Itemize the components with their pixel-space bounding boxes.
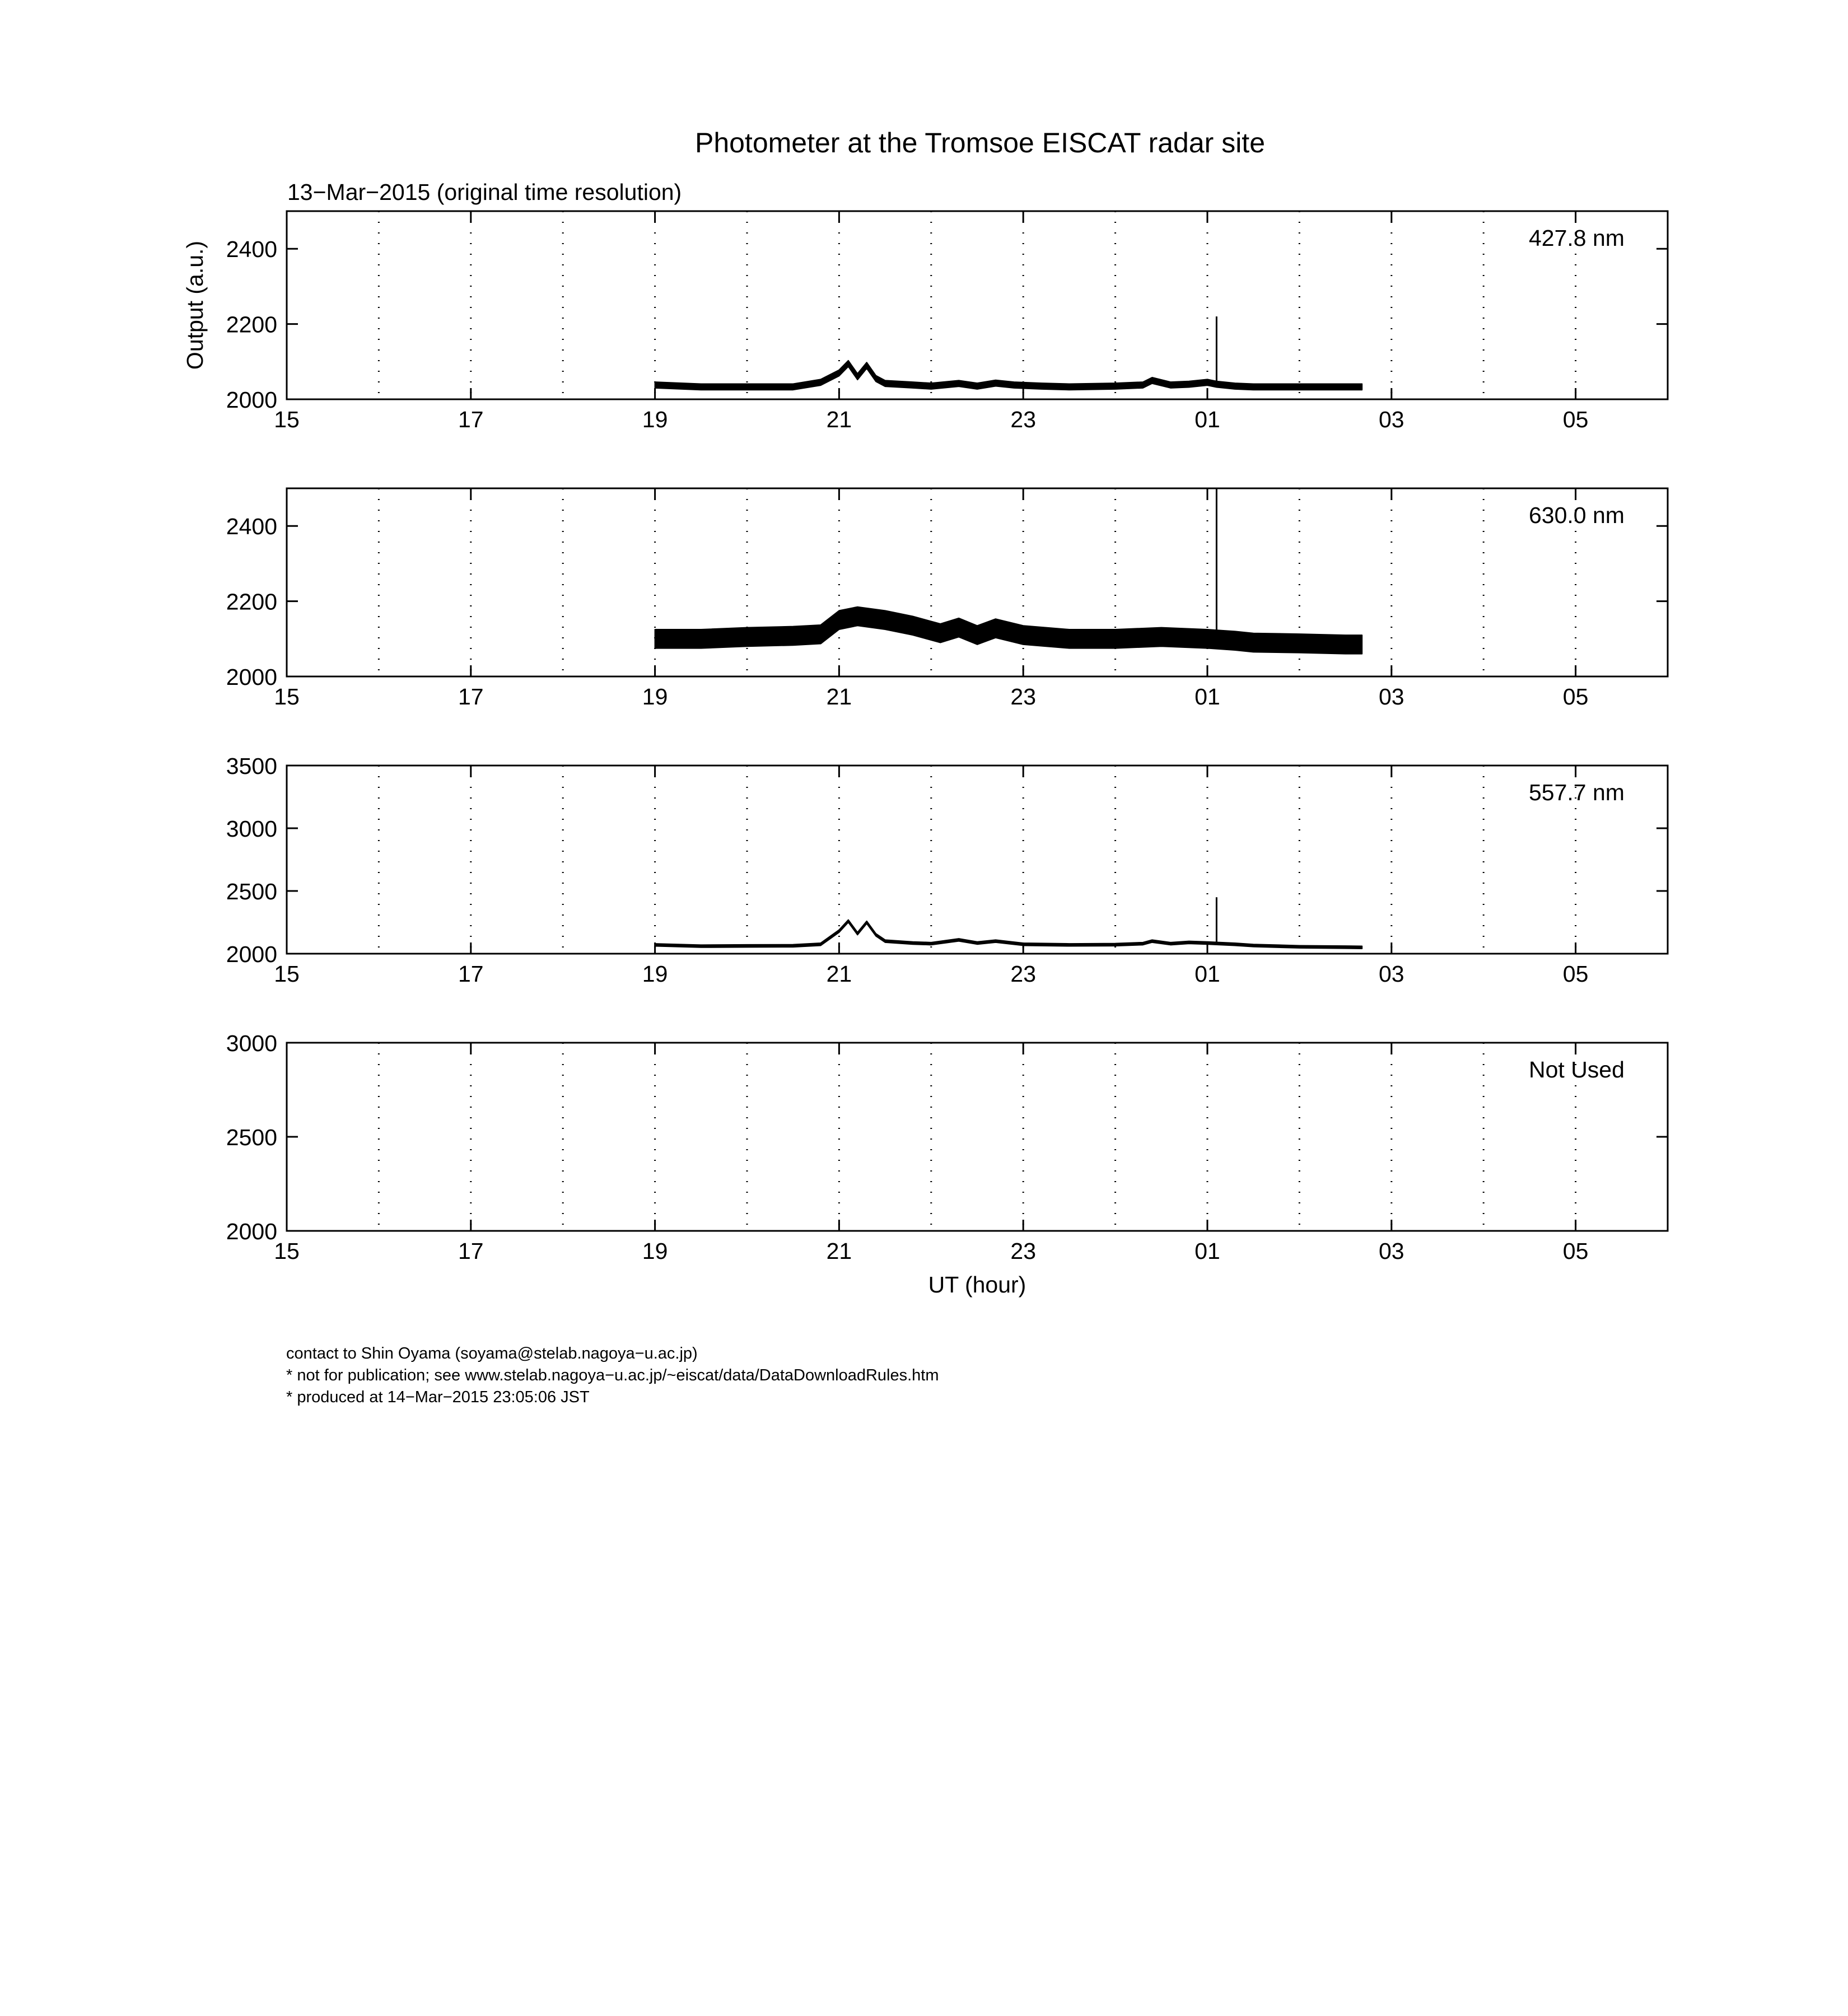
x-tick-label: 19	[642, 684, 668, 710]
y-tick-label: 2200	[226, 311, 277, 338]
x-tick-label: 05	[1562, 684, 1589, 710]
panel-2	[226, 488, 1668, 710]
x-tick-label: 21	[826, 684, 852, 710]
series-trace	[655, 607, 1362, 654]
panel-4	[226, 1030, 1668, 1264]
footer-rules: * not for publication; see www.stelab.nagoya−u.ac.jp/~eiscat/data/DataDownloadRules.htm	[286, 1366, 939, 1384]
x-tick-label: 03	[1378, 961, 1404, 987]
x-tick-label: 15	[274, 684, 300, 710]
panel-1	[226, 211, 1668, 432]
x-tick-label: 23	[1010, 1238, 1037, 1264]
series-trace	[655, 361, 1362, 390]
x-tick-label: 17	[458, 1238, 484, 1264]
y-tick-label: 2200	[226, 589, 277, 615]
y-tick-label: 2000	[226, 387, 277, 413]
y-tick-label: 2400	[226, 514, 277, 540]
panel-label: Not Used	[1529, 1057, 1625, 1082]
footer-contact: contact to Shin Oyama (soyama@stelab.nagoya−u.ac.jp)	[286, 1345, 698, 1362]
x-tick-label: 01	[1194, 961, 1220, 987]
y-tick-label: 2000	[226, 941, 277, 967]
chart-subtitle: 13−Mar−2015 (original time resolution)	[287, 179, 682, 205]
x-tick-label: 23	[1010, 961, 1037, 987]
x-tick-label: 01	[1194, 407, 1220, 432]
y-axis-label: Output (a.u.)	[182, 240, 208, 370]
y-tick-label: 2400	[226, 236, 277, 263]
x-tick-label: 03	[1378, 1238, 1404, 1264]
x-tick-label: 15	[274, 961, 300, 987]
y-tick-label: 2000	[226, 1219, 277, 1244]
x-tick-label: 23	[1010, 407, 1037, 432]
x-tick-label: 01	[1194, 1238, 1220, 1264]
y-tick-label: 3000	[226, 1030, 277, 1056]
chart-title: Photometer at the Tromsoe EISCAT radar site	[694, 127, 1266, 158]
footer-produced: * produced at 14−Mar−2015 23:05:06 JST	[286, 1388, 590, 1406]
panel-3	[226, 753, 1668, 987]
x-tick-label: 19	[642, 1238, 668, 1264]
x-tick-label: 15	[274, 1238, 300, 1264]
x-tick-label: 05	[1562, 1238, 1589, 1264]
panel-label: 427.8 nm	[1529, 225, 1625, 251]
y-tick-label: 3000	[226, 816, 277, 842]
plot-frame	[287, 1043, 1668, 1231]
x-tick-label: 19	[642, 961, 668, 987]
x-tick-label: 03	[1378, 684, 1404, 710]
y-tick-label: 3500	[226, 753, 277, 779]
x-tick-label: 17	[458, 407, 484, 432]
series-trace	[655, 920, 1362, 949]
panel-label: 557.7 nm	[1529, 780, 1625, 805]
x-tick-label: 05	[1562, 407, 1589, 432]
x-tick-label: 01	[1194, 684, 1220, 710]
plot-frame	[287, 766, 1668, 954]
x-tick-label: 23	[1010, 684, 1037, 710]
x-tick-label: 21	[826, 407, 852, 432]
plot-frame	[287, 211, 1668, 399]
figure-footer	[286, 1343, 939, 1408]
x-tick-label: 17	[458, 961, 484, 987]
x-tick-label: 19	[642, 407, 668, 432]
x-tick-label: 03	[1378, 407, 1404, 432]
x-tick-label: 15	[274, 407, 300, 432]
y-tick-label: 2000	[226, 664, 277, 690]
panel-label: 630.0 nm	[1529, 502, 1625, 528]
x-tick-label: 21	[826, 1238, 852, 1264]
y-tick-label: 2500	[226, 879, 277, 904]
x-tick-label: 05	[1562, 961, 1589, 987]
x-tick-label: 17	[458, 684, 484, 710]
y-tick-label: 2500	[226, 1124, 277, 1150]
x-tick-label: 21	[826, 961, 852, 987]
plot-frame	[287, 488, 1668, 676]
x-axis-label: UT (hour)	[928, 1272, 1026, 1298]
